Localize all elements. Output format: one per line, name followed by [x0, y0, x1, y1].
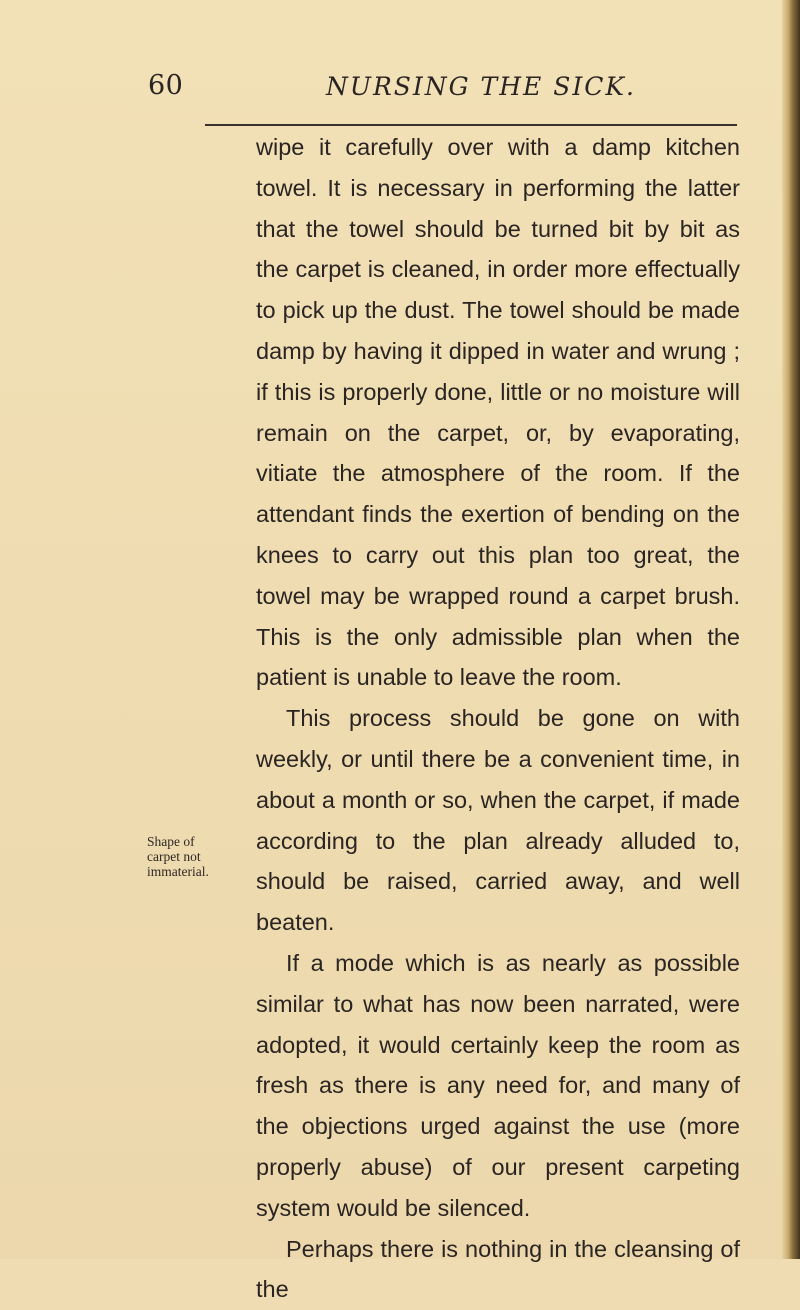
side-note-line: Shape of: [147, 834, 195, 849]
side-note-line: carpet not: [147, 849, 201, 864]
paragraph: This process should be gone on with weekly, or until there be a convenient time, in about a month or so, when the carpet, if made according to the plan already alluded to, should be raised, carried away, and well beaten.: [256, 705, 740, 936]
side-note: [147, 834, 257, 879]
page-edge-shadow: [782, 0, 800, 1259]
header-rule: [205, 124, 737, 126]
page-number: 60: [148, 70, 184, 101]
paragraph: If a mode which is as nearly as possible similar to what has now been narrated, were adopted, it would certainly keep the room as fresh as there is any need for, and many of the objections urged against the use (more properly abuse) of our present carpeting system would be silenced.: [256, 949, 740, 1221]
body-text: [256, 127, 740, 1310]
running-head: [148, 70, 738, 110]
side-note-line: immaterial.: [147, 864, 209, 879]
paragraph: wipe it carefully over with a damp kitchen towel. It is necessary in performing the latter that the towel should be turned bit by bit as the carpet is cleaned, in order more effectually to pick up the dust. The towel should be made damp by having it dipped in water and wrung ; if this is properly done, little or no moisture will remain on the carpet, or, by evaporating, vitiate the atmosphere of the room. If the attendant finds the exertion of bending on the knees to carry out this plan too great, the towel may be wrapped round a carpet brush. This is the only admissible plan when the patient is unable to leave the room.: [256, 134, 740, 691]
paragraph: Perhaps there is nothing in the cleansing of the: [256, 1235, 740, 1303]
page-title: NURSING THE SICK.: [326, 72, 636, 101]
